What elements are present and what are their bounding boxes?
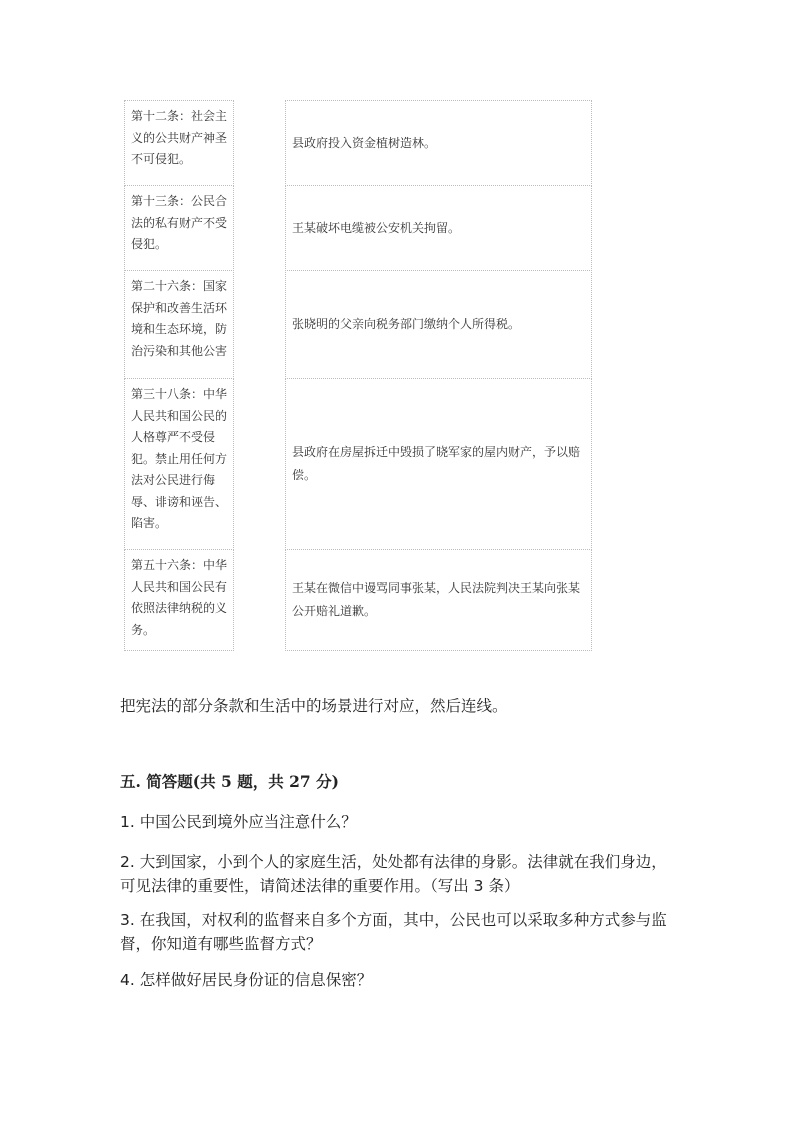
life-scenes-column [285,100,592,651]
section-title: 五. 简答题(共 5 题，共 27 分) [120,772,339,791]
article-cell[interactable]: 第三十八条：中华人民共和国公民的人格尊严不受侵犯。禁止用任何方法对公民进行侮辱、诽谤和诬告、陷害。 [124,378,234,550]
question-3: 3. 在我国，对权利的监督来自多个方面，其中，公民也可以采取多种方式参与监督，你知道有哪些监督方式？ [120,911,667,953]
scene-cell[interactable] [285,100,592,186]
scene-cell[interactable] [285,549,592,651]
scene-text: 王某破坏电缆被公安机关拘留。 [292,220,461,235]
scene-text: 县政府在房屋拆迁中毁损了晓军家的屋内财产，予以赔偿。 [292,445,581,482]
scene-text: 县政府投入资金植树造林。 [292,135,437,150]
question-2: 2. 大到国家，小到个人的家庭生活，处处都有法律的身影。法律就在我们身边，可见法律的重要性，请简述法律的重要作用。（写出 3 条） [120,853,667,895]
scene-cell[interactable] [285,378,592,550]
question-4: 4. 怎样做好居民身份证的信息保密？ [120,971,373,989]
scene-text: 王某在微信中谩骂同事张某，人民法院判决王某向张某公开赔礼道歉。 [292,581,581,618]
article-cell[interactable]: 第十二条：社会主义的公共财产神圣不可侵犯。 [124,100,234,186]
scene-cell[interactable] [285,270,592,379]
article-cell[interactable]: 第五十六条：中华人民共和国公民有依照法律纳税的义务。 [124,549,234,651]
scene-cell[interactable] [285,185,592,271]
scene-text: 张晓明的父亲向税务部门缴纳个人所得税。 [292,317,521,331]
constitution-articles-column [124,100,234,651]
question-1: 1. 中国公民到境外应当注意什么？ [120,813,357,831]
article-cell[interactable]: 第十三条：公民合法的私有财产不受侵犯。 [124,185,234,271]
matching-instruction: 把宪法的部分条款和生活中的场景进行对应，然后连线。 [120,697,508,715]
article-cell[interactable]: 第二十六条：国家保护和改善生活环境和生态环境，防治污染和其他公害 [124,270,234,379]
